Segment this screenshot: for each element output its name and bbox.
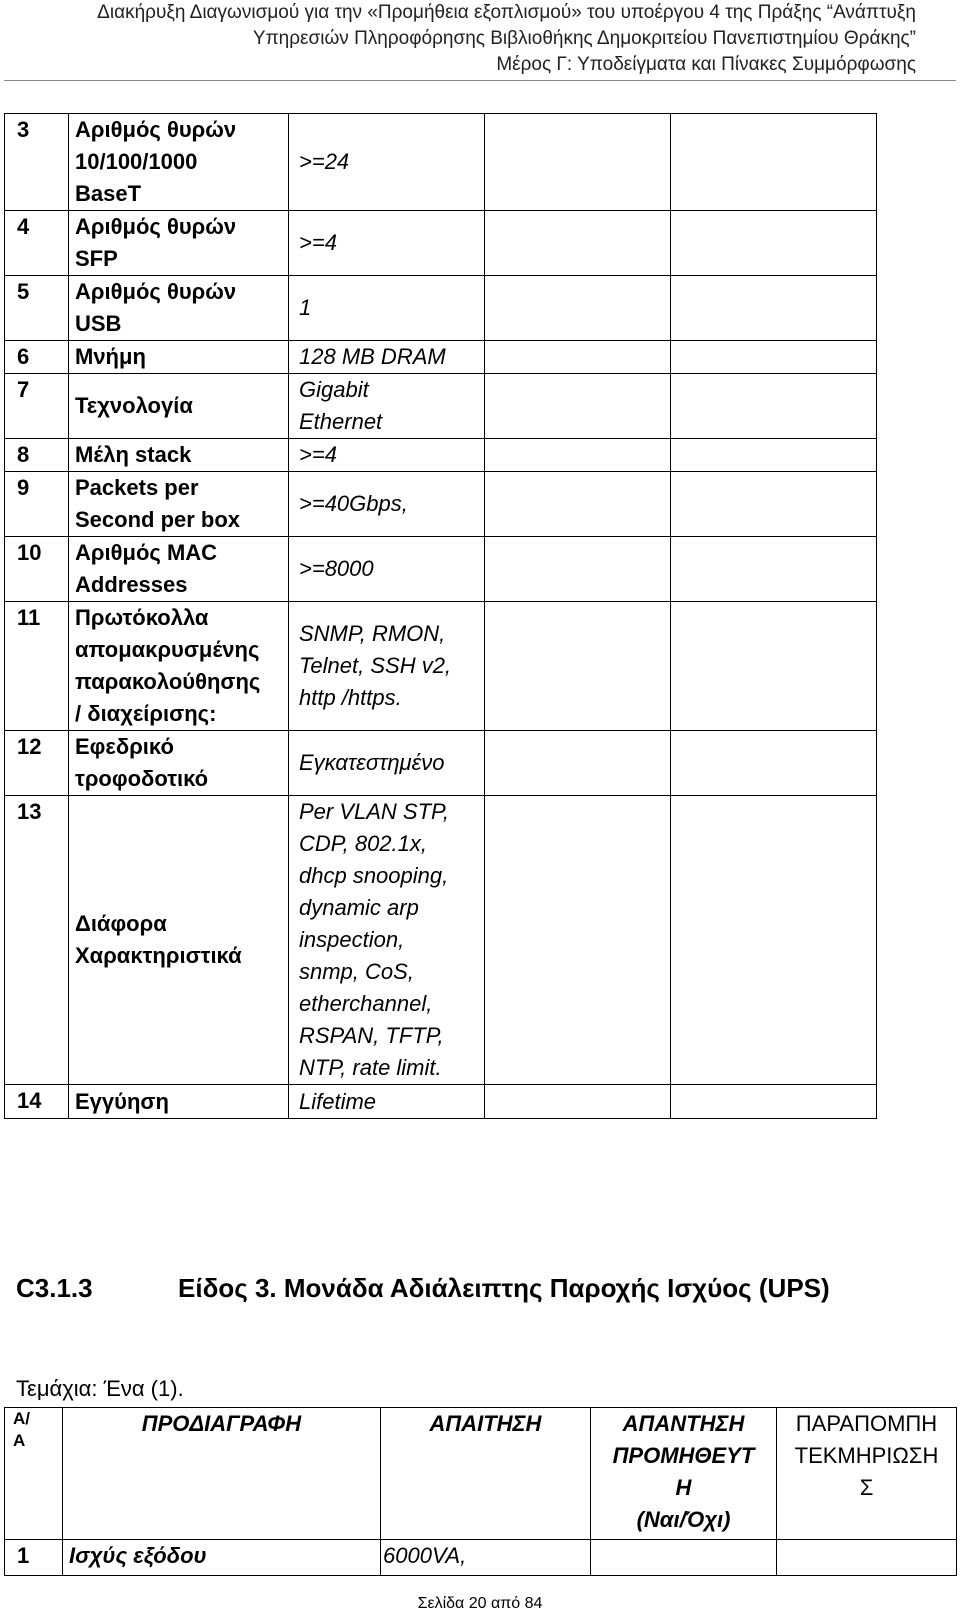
- empty-cell: [671, 276, 877, 341]
- row-label: Πρωτόκολλα απομακρυσμένης παρακολούθησης / διαχείρισης:: [69, 602, 289, 731]
- row-value: SNMP, RMON, Telnet, SSH v2, http /https.: [289, 602, 485, 731]
- row-label: Αριθμός θυρών 10/100/1000 BaseT: [69, 114, 289, 211]
- row-value: >=40Gbps,: [289, 472, 485, 537]
- empty-cell: [485, 602, 671, 731]
- ups-table: [4, 1407, 957, 1576]
- empty-cell: [485, 439, 671, 472]
- row-value: Εγκατεστημένο: [289, 731, 485, 796]
- empty-cell: [671, 472, 877, 537]
- table-row: [5, 602, 877, 731]
- empty-cell: [591, 1540, 777, 1576]
- row-value: 1: [289, 276, 485, 341]
- table-row: [5, 341, 877, 374]
- table-row: [5, 731, 877, 796]
- header-line-2: Υπηρεσιών Πληροφόρησης Βιβλιοθήκης Δημοκριτείου Πανεπιστημίου Θράκης”: [252, 28, 916, 49]
- row-label: Ισχύς εξόδου: [63, 1540, 381, 1576]
- empty-cell: [671, 439, 877, 472]
- row-number: 14: [5, 1085, 69, 1119]
- header-spec: ΠΡΟΔΙΑΓΡΑΦΗ: [63, 1408, 381, 1540]
- row-label: Αριθμός θυρών SFP: [69, 211, 289, 276]
- row-value: Lifetime: [289, 1085, 485, 1119]
- row-label: Διάφορα Χαρακτηριστικά: [69, 796, 289, 1085]
- row-label: Εγγύηση: [69, 1085, 289, 1119]
- row-number: 11: [5, 602, 69, 731]
- row-label: Μέλη stack: [69, 439, 289, 472]
- row-value: >=4: [289, 439, 485, 472]
- row-label: Εφεδρικό τροφοδοτικό: [69, 731, 289, 796]
- empty-cell: [485, 211, 671, 276]
- empty-cell: [671, 211, 877, 276]
- empty-cell: [485, 1085, 671, 1119]
- table-row: [5, 374, 877, 439]
- table-row: [5, 472, 877, 537]
- row-number: 10: [5, 537, 69, 602]
- row-value: >=8000: [289, 537, 485, 602]
- table-row: [5, 439, 877, 472]
- spec-table: [4, 113, 877, 1119]
- row-number: 7: [5, 374, 69, 439]
- row-label: Τεχνολογία: [69, 374, 289, 439]
- row-number: 5: [5, 276, 69, 341]
- row-number: 12: [5, 731, 69, 796]
- table-row: [5, 1540, 957, 1576]
- header-requirement: ΑΠΑΙΤΗΣΗ: [381, 1408, 591, 1540]
- row-label: Αριθμός θυρών USB: [69, 276, 289, 341]
- empty-cell: [671, 341, 877, 374]
- table-row: [5, 1085, 877, 1119]
- row-number: 3: [5, 114, 69, 211]
- section-title: Είδος 3. Μονάδα Αδιάλειπτης Παροχής Ισχύος (UPS): [178, 1273, 830, 1303]
- empty-cell: [671, 731, 877, 796]
- table-row: [5, 114, 877, 211]
- empty-cell: [671, 114, 877, 211]
- header-supplier-answer: ΑΠΑΝΤΗΣΗ ΠΡΟΜΗΘΕΥΤ Η (Ναι/Όχι): [591, 1408, 777, 1540]
- row-value: 6000VA,: [381, 1540, 591, 1576]
- row-number: 6: [5, 341, 69, 374]
- table-row: [5, 211, 877, 276]
- empty-cell: [671, 796, 877, 1085]
- row-number: 13: [5, 796, 69, 1085]
- empty-cell: [671, 602, 877, 731]
- empty-cell: [485, 472, 671, 537]
- section-code: C3.1.3: [16, 1273, 93, 1303]
- row-number: 9: [5, 472, 69, 537]
- row-value: >=4: [289, 211, 485, 276]
- header-reference: ΠΑΡΑΠΟΜΠΗ ΤΕΚΜΗΡΙΩΣΗ Σ: [777, 1408, 957, 1540]
- row-value: Per VLAN STP, CDP, 802.1x, dhcp snooping, dynamic arp inspection, snmp, CoS, etherchannel, RSPAN, TFTP, NTP, rate limit.: [289, 796, 485, 1085]
- row-value: >=24: [289, 114, 485, 211]
- empty-cell: [485, 114, 671, 211]
- empty-cell: [485, 374, 671, 439]
- row-label: Αριθμός MAC Addresses: [69, 537, 289, 602]
- empty-cell: [485, 276, 671, 341]
- empty-cell: [671, 374, 877, 439]
- row-number: 8: [5, 439, 69, 472]
- document-header: [97, 0, 916, 78]
- row-value: Gigabit Ethernet: [289, 374, 485, 439]
- row-number: 1: [5, 1540, 63, 1576]
- row-label: Μνήμη: [69, 341, 289, 374]
- table-row: [5, 276, 877, 341]
- empty-cell: [485, 731, 671, 796]
- empty-cell: [671, 1085, 877, 1119]
- empty-cell: [485, 537, 671, 602]
- table-row: [5, 537, 877, 602]
- page-footer: Σελίδα 20 από 84: [417, 1595, 543, 1612]
- header-divider: [4, 80, 956, 81]
- table-header-row: [5, 1408, 957, 1540]
- header-line-3: Μέρος Γ: Υποδείγματα και Πίνακες Συμμόρφωσης: [496, 54, 916, 75]
- table-row: [5, 796, 877, 1085]
- empty-cell: [485, 341, 671, 374]
- row-value: 128 MB DRAM: [289, 341, 485, 374]
- pieces-text: Τεμάχια: Ένα (1).: [16, 1376, 184, 1401]
- row-label: Packets per Second per box: [69, 472, 289, 537]
- empty-cell: [671, 537, 877, 602]
- empty-cell: [777, 1540, 957, 1576]
- header-number: Α/ Α: [5, 1408, 63, 1540]
- empty-cell: [485, 796, 671, 1085]
- row-number: 4: [5, 211, 69, 276]
- header-line-1: Διακήρυξη Διαγωνισμού για την «Προμήθεια εξοπλισμού» του υποέργου 4 της Πράξης “Ανάπτυξη: [97, 2, 916, 23]
